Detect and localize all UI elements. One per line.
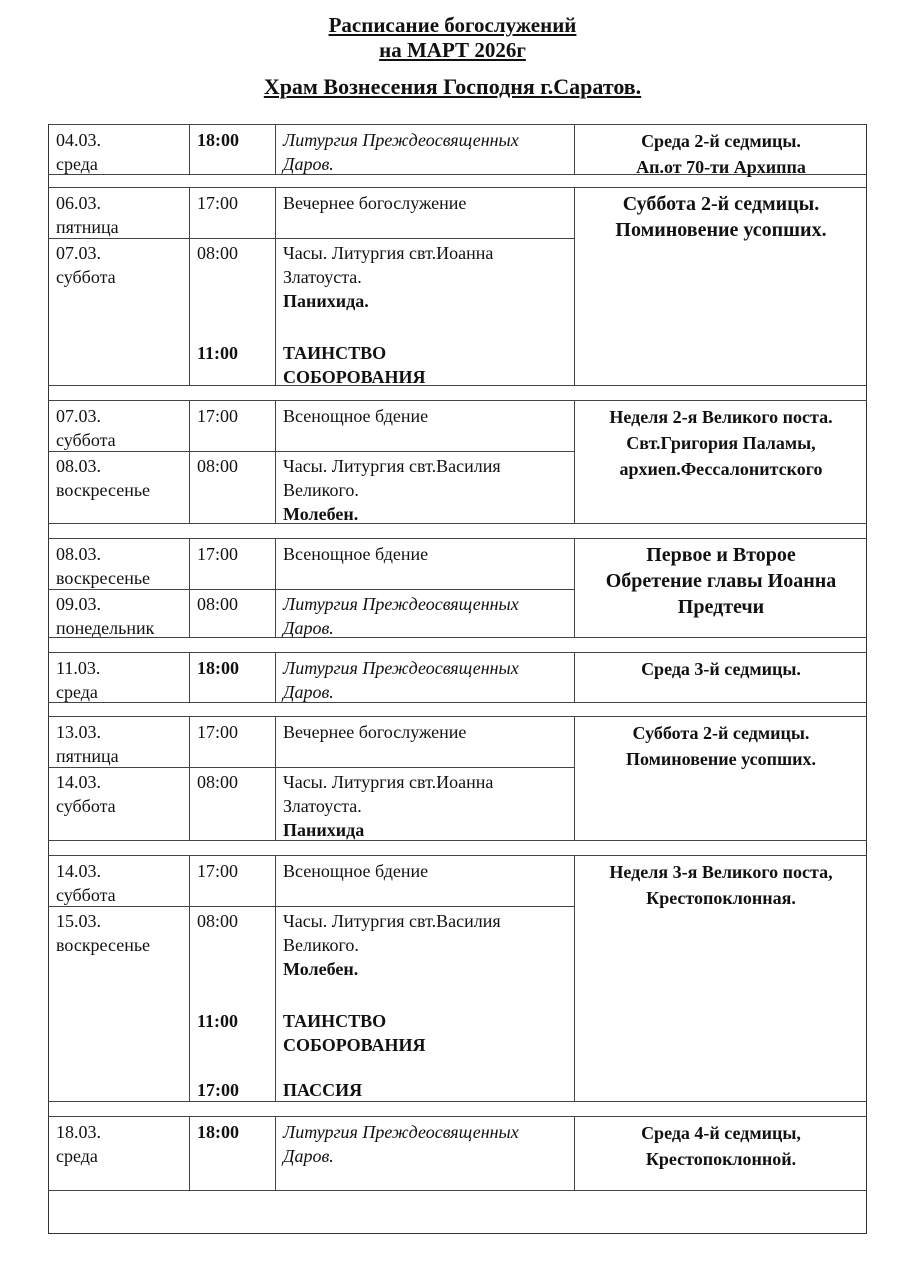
service-time: 17:00	[197, 406, 239, 426]
service-name	[283, 909, 579, 981]
service-line: ПАССИЯ	[283, 1080, 363, 1100]
service-line: Панихида.	[283, 291, 369, 311]
date: 08.03.	[56, 456, 101, 476]
service-line: Литургия Преждеосвященных	[283, 658, 519, 678]
row-divider	[48, 906, 575, 907]
service-time: 08:00	[197, 594, 239, 614]
service-block	[48, 187, 867, 386]
weekday: среда	[56, 682, 98, 702]
service-line: СОБОРОВАНИЯ	[283, 367, 426, 387]
feast-line: Поминовение усопших.	[625, 749, 817, 769]
weekday: суббота	[56, 885, 116, 905]
service-time: 11:00	[197, 1011, 239, 1031]
service-line: Великого.	[283, 935, 359, 955]
service-block	[48, 652, 867, 703]
service-line: Часы. Литургия свт.Иоанна	[283, 243, 494, 263]
service-line: Литургия Преждеосвященных	[283, 594, 519, 614]
feast-description	[575, 191, 867, 243]
date-cell	[56, 592, 186, 640]
feast-line: Свт.Григория Паламы,	[626, 433, 816, 453]
service-line: Златоуста.	[283, 796, 362, 816]
service-line: Златоуста.	[283, 267, 362, 287]
service-time: 18:00	[197, 130, 239, 150]
feast-line: Неделя 3-я Великого поста,	[609, 862, 833, 882]
weekday: понедельник	[56, 618, 155, 638]
feast-line: Ап.от 70-ти Архиппа	[636, 157, 806, 177]
weekday: воскресенье	[56, 480, 151, 500]
schedule-table	[48, 124, 867, 1234]
column-divider	[189, 653, 190, 702]
feast-line: Обретение главы Иоанна	[605, 570, 837, 592]
weekday: пятница	[56, 746, 119, 766]
feast-description	[575, 720, 867, 772]
date-cell	[56, 1120, 186, 1168]
service-line: Часы. Литургия свт.Василия	[283, 456, 501, 476]
column-divider	[189, 125, 190, 174]
service-line: СОБОРОВАНИЯ	[283, 1035, 426, 1055]
date: 15.03.	[56, 911, 101, 931]
page-subtitle-month: на МАРТ 2026г	[379, 38, 526, 62]
weekday: суббота	[56, 430, 116, 450]
service-name	[283, 1120, 579, 1168]
column-divider	[189, 717, 190, 840]
service-line: Вечернее богослужение	[283, 722, 467, 742]
service-time: 17:00	[197, 193, 239, 213]
date: 18.03.	[56, 1122, 101, 1142]
service-name	[283, 404, 579, 428]
column-divider	[189, 401, 190, 523]
service-line: Великого.	[283, 480, 359, 500]
date: 11.03.	[56, 658, 101, 678]
date-cell	[56, 770, 186, 818]
feast-description	[575, 128, 867, 180]
weekday: суббота	[56, 796, 116, 816]
column-divider	[189, 1117, 190, 1190]
service-time: 08:00	[197, 456, 239, 476]
service-time: 08:00	[197, 772, 239, 792]
feast-line: Поминовение усопших.	[615, 219, 827, 241]
service-line: Часы. Литургия свт.Иоанна	[283, 772, 494, 792]
feast-line: Суббота 2-й седмицы.	[632, 723, 810, 743]
date: 13.03.	[56, 722, 101, 742]
service-time: 08:00	[197, 911, 239, 931]
feast-line: Среда 2-й седмицы.	[641, 131, 801, 151]
service-block	[48, 1116, 867, 1191]
row-divider	[48, 767, 575, 768]
date-cell	[56, 656, 186, 704]
date-cell	[56, 454, 186, 502]
service-name	[283, 241, 579, 313]
service-name	[283, 1078, 579, 1102]
service-time: 08:00	[197, 243, 239, 263]
weekday: среда	[56, 1146, 98, 1166]
service-line: Всенощное бдение	[283, 861, 429, 881]
feast-line: Среда 3-й седмицы.	[641, 659, 801, 679]
date-cell	[56, 241, 186, 289]
feast-line: Суббота 2-й седмицы.	[622, 193, 820, 215]
date: 14.03.	[56, 772, 101, 792]
service-line: Часы. Литургия свт.Василия	[283, 911, 501, 931]
service-line: Даров.	[283, 618, 334, 638]
date: 06.03.	[56, 193, 101, 213]
date: 07.03.	[56, 243, 101, 263]
service-name	[283, 592, 579, 640]
service-block	[48, 124, 867, 175]
feast-line: Первое и Второе	[646, 544, 796, 566]
row-divider	[48, 589, 575, 590]
weekday: пятница	[56, 217, 119, 237]
page-title: Расписание богослужений	[328, 13, 577, 37]
service-block	[48, 400, 867, 524]
service-line: Литургия Преждеосвященных	[283, 130, 519, 150]
service-name	[283, 770, 579, 842]
column-divider	[275, 856, 276, 1101]
service-time: 18:00	[197, 1122, 239, 1142]
service-time: 18:00	[197, 658, 239, 678]
service-name	[283, 542, 579, 566]
date-cell	[56, 720, 186, 768]
service-name	[283, 128, 579, 176]
service-name	[283, 720, 579, 744]
service-name	[283, 656, 579, 704]
service-line: ТАИНСТВО	[283, 1011, 387, 1031]
date-cell	[56, 859, 186, 907]
service-block	[48, 855, 867, 1102]
feast-line: Крестопоклонная.	[646, 888, 796, 908]
weekday: воскресенье	[56, 935, 151, 955]
feast-description	[575, 542, 867, 620]
service-time: 17:00	[197, 861, 239, 881]
weekday: воскресенье	[56, 568, 151, 588]
feast-line: Предтечи	[677, 596, 765, 618]
service-line: Молебен.	[283, 959, 359, 979]
service-name	[283, 454, 579, 526]
service-line: Даров.	[283, 682, 334, 702]
church-name: Храм Вознесения Господня г.Саратов.	[263, 74, 642, 99]
service-time: 11:00	[197, 343, 239, 363]
date-cell	[56, 404, 186, 452]
row-divider	[48, 238, 575, 239]
feast-line: Крестопоклонной.	[645, 1149, 797, 1169]
feast-description	[575, 859, 867, 911]
service-name	[283, 859, 579, 883]
feast-description	[575, 656, 867, 682]
service-line: Вечернее богослужение	[283, 193, 467, 213]
service-line: Панихида	[283, 820, 365, 840]
service-line: Всенощное бдение	[283, 406, 429, 426]
service-name	[283, 341, 579, 389]
weekday: суббота	[56, 267, 116, 287]
column-divider	[189, 188, 190, 385]
date: 09.03.	[56, 594, 101, 614]
service-line: Литургия Преждеосвященных	[283, 1122, 519, 1142]
date-cell	[56, 542, 186, 590]
service-block	[48, 716, 867, 841]
service-name	[283, 191, 579, 215]
feast-line: архиеп.Фессалонитского	[619, 459, 823, 479]
column-divider	[189, 856, 190, 1101]
feast-line: Среда 4-й седмицы,	[641, 1123, 801, 1143]
feast-description	[575, 404, 867, 482]
service-line: Даров.	[283, 154, 334, 174]
service-line: Даров.	[283, 1146, 334, 1166]
date-cell	[56, 191, 186, 239]
date-cell	[56, 909, 186, 957]
weekday: среда	[56, 154, 98, 174]
feast-line: Неделя 2-я Великого поста.	[609, 407, 833, 427]
service-time: 17:00	[197, 1080, 239, 1100]
date-cell	[56, 128, 186, 176]
service-name	[283, 1009, 579, 1057]
date: 04.03.	[56, 130, 101, 150]
service-line: ТАИНСТВО	[283, 343, 387, 363]
feast-description	[575, 1120, 867, 1172]
row-divider	[48, 451, 575, 452]
service-line: Молебен.	[283, 504, 359, 524]
date: 08.03.	[56, 544, 101, 564]
service-time: 17:00	[197, 722, 239, 742]
column-divider	[189, 539, 190, 637]
date: 07.03.	[56, 406, 101, 426]
service-line: Всенощное бдение	[283, 544, 429, 564]
service-block	[48, 538, 867, 638]
service-time: 17:00	[197, 544, 239, 564]
date: 14.03.	[56, 861, 101, 881]
